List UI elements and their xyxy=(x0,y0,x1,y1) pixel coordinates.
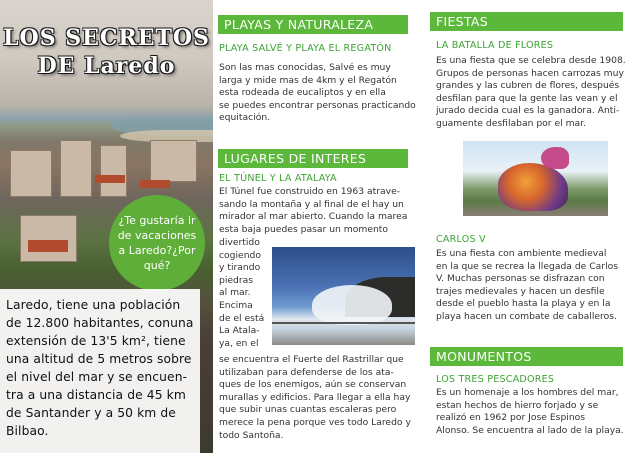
intro-line: una altitud de 5 metros sobre xyxy=(6,352,192,366)
title-line: DE Laredo xyxy=(37,53,176,79)
body-lugares-left: divertido cogiendo y tirando piedras al mar. Encima de el está La Atala- ya, en el xyxy=(219,237,265,349)
roof xyxy=(140,180,170,188)
section-header-playas: PLAYAS Y NATURALEZA xyxy=(218,15,408,34)
intro-line: el nivel del mar y se encuen- xyxy=(6,370,188,384)
subtitle-batalla: LA BATALLA DE FLORES xyxy=(436,40,554,51)
intro-line: de 12.800 habitantes, conuna xyxy=(6,316,194,330)
question-text: ¿Te gustaría ir de vacaciones a Laredo?¿Por qué? xyxy=(117,214,197,272)
building xyxy=(60,140,92,197)
flower-battle-photo xyxy=(463,141,608,216)
roof xyxy=(28,240,68,252)
title-line: LOS SECRETOS xyxy=(3,25,210,51)
building xyxy=(100,145,127,197)
roof xyxy=(95,175,125,183)
body-pescadores: Es un homenaje a los hombres del mar, estan hechos de hierro forjado y se realizó en 1962 por Jose Espinos Alonso. Se encuentra al lado de la playa. xyxy=(436,387,624,436)
subtitle-playas: PLAYA SALVÉ Y PLAYA EL REGATÓN xyxy=(219,43,392,54)
intro-line: de Santander y a 50 km de xyxy=(6,406,176,420)
body-batalla: Es una fiesta que se celebra desde 1908. Grupos de personas hacen carrozas muy grandes y las cubren de flores, después desfilan para que la gente las vean y el jurado decida cual es la ganadora. Anti- guamente desfilaban por el mar. xyxy=(436,55,626,129)
intro-line: Laredo, tiene una población xyxy=(6,298,181,312)
subtitle-pescadores: LOS TRES PESCADORES xyxy=(436,374,555,385)
intro-line: Bilbao. xyxy=(6,424,49,438)
float-body-shape xyxy=(498,163,568,211)
section-header-lugares: LUGARES DE INTERES xyxy=(218,149,408,168)
subtitle-lugares: EL TÚNEL Y LA ATALAYA xyxy=(219,173,337,184)
body-lugares-top: El Túnel fue construido en 1963 atrave- sando la montaña y al final de el hay un mirador al mar abierto. Cuando la marea esta baja puedes pasar un momento xyxy=(219,186,408,235)
intro-text-box xyxy=(0,289,200,453)
body-playas: Son las mas conocidas, Salvé es muy larga y mide mas de 4km y el Regatón esta rodeada de eucaliptos y en ella se puedes encontrar personas practicando equitación. xyxy=(219,62,416,124)
building xyxy=(10,150,52,197)
float-head-shape xyxy=(541,147,569,169)
building xyxy=(150,140,197,182)
building xyxy=(20,215,77,262)
body-lugares-bottom: se encuentra el Fuerte del Rastrillar que utilizaban para defenderse de los ata- ques de los enemigos, aún se conservan murallas y edificios. Para llegar a ella hay que subir unas cuantas escaleras pero merece la pena porque ves todo Laredo y todo Santoña. xyxy=(219,354,411,441)
intro-line: tra a una distancia de 45 km xyxy=(6,388,186,402)
page-title xyxy=(0,24,213,80)
question-bubble xyxy=(109,195,205,291)
section-header-monumentos: MONUMENTOS xyxy=(430,347,623,366)
wave-atalaya-photo xyxy=(272,247,415,345)
cover-panel xyxy=(0,0,213,453)
section-header-fiestas: FIESTAS xyxy=(430,12,623,31)
subtitle-carlos: CARLOS V xyxy=(436,234,486,245)
intro-line: extensión de 13'5 km², tiene xyxy=(6,334,186,348)
wave-spray-shape xyxy=(312,285,392,325)
body-carlos: Es una fiesta con ambiente medieval en la que se recrea la llegada de Carlos V. Muchas personas se disfrazan con trajes medievales y hacen un desfile desde el pueblo hasta la playa y en la playa hacen un combate de caballeros. xyxy=(436,248,619,322)
railing-shape xyxy=(272,322,415,324)
